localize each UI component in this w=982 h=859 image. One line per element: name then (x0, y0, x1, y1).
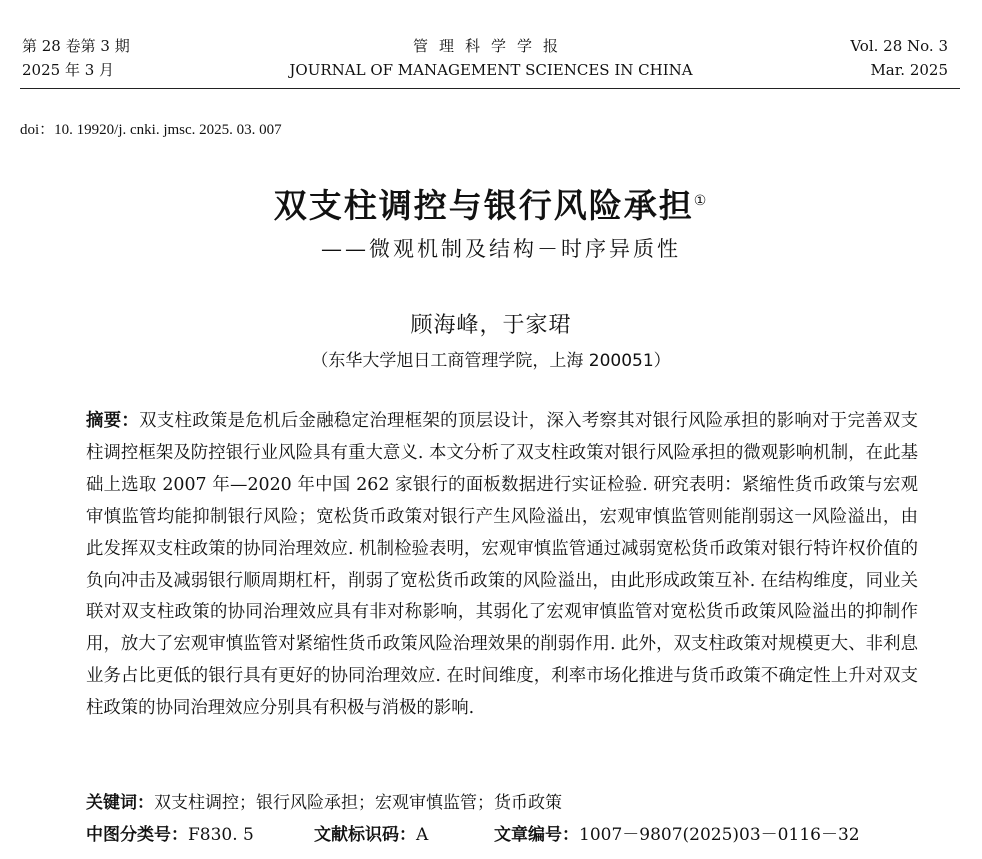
header-date: 2025 年 3 月 (22, 61, 115, 79)
paper-subtitle: ——微观机制及结构－时序异质性 (321, 237, 681, 261)
article-number-group (494, 820, 860, 845)
keywords-text: 双支柱调控；银行风险承担；宏观审慎监管；货币政策 (154, 793, 562, 813)
clc-label: 中图分类号： (86, 825, 188, 845)
header-volume-issue: 第 28 卷第 3 期 (22, 37, 130, 55)
article-number-label: 文章编号： (494, 825, 579, 845)
clc-value: F830. 5 (188, 825, 254, 845)
journal-name-en: JOURNAL OF MANAGEMENT SCIENCES IN CHINA (289, 61, 693, 79)
doc-code-label: 文献标识码： (314, 825, 416, 845)
header-journal-name (0, 34, 982, 82)
doc-code-value: A (416, 825, 429, 845)
author-list: 顾海峰，于家珺 (410, 313, 572, 338)
clc-group (86, 820, 314, 845)
classification-line (86, 820, 918, 845)
abstract-text: 双支柱政策是危机后金融稳定治理框架的顶层设计，深入考察其对银行风险承担的影响对于完善双支柱调控框架及防控银行业风险具有重大意义. 本文分析了双支柱政策对银行风险承担的微观影响机制，在此基础上选取 2007 年—2020 年中国 262 家银行的面板数据进行实证检验. 研究表明：紧缩性货币政策与宏观审慎监管均能抑制银行风险；宽松货币政策对银行产生风险溢出，宏观审慎监管则能削弱这一风险溢出，由此发挥双支柱政策的协同治理效应. 机制检验表明，宏观审慎监管通过减弱宽松货币政策对银行特许权价值的负向冲击及减弱银行顺周期杠杆，削弱了宽松货币政策的风险溢出，由此形成政策互补. 在结构维度，同业关联对双支柱政策的协同治理效应具有非对称影响，其弱化了宏观审慎监管对宽松货币政策风险溢出的抑制作用，放大了宏观审慎监管对紧缩性货币政策风险治理效果的削弱作用. 此外，双支柱政策对规模更大、非利息业务占比更低的银行具有更好的协同治理效应. 在时间维度，利率市场化推进与货币政策不确定性上升对双支柱政策的协同治理效应分别具有积极与消极的影响. (86, 411, 918, 719)
journal-name-cn: 管理科学学报 (412, 37, 569, 55)
author-affiliation: （东华大学旭日工商管理学院，上海 200051） (311, 351, 671, 371)
header-volume-en (850, 34, 948, 82)
header-rule (20, 88, 960, 89)
header-month-year: Mar. 2025 (870, 61, 948, 79)
abstract (86, 406, 918, 725)
doi-line: doi：10. 19920/j. cnki. jmsc. 2025. 03. 007 (20, 122, 282, 138)
keywords-label: 关键词： (86, 793, 154, 813)
abstract-label: 摘要： (86, 411, 140, 431)
paper-title (0, 180, 982, 227)
keywords (86, 788, 918, 813)
doc-code-group (314, 820, 494, 845)
title-footnote-mark: ① (693, 193, 709, 209)
article-number-value: 1007－9807(2025)03－0116－32 (579, 825, 860, 845)
paper-title-text: 双支柱调控与银行风险承担 (273, 186, 694, 225)
header-vol-no: Vol. 28 No. 3 (850, 37, 948, 55)
